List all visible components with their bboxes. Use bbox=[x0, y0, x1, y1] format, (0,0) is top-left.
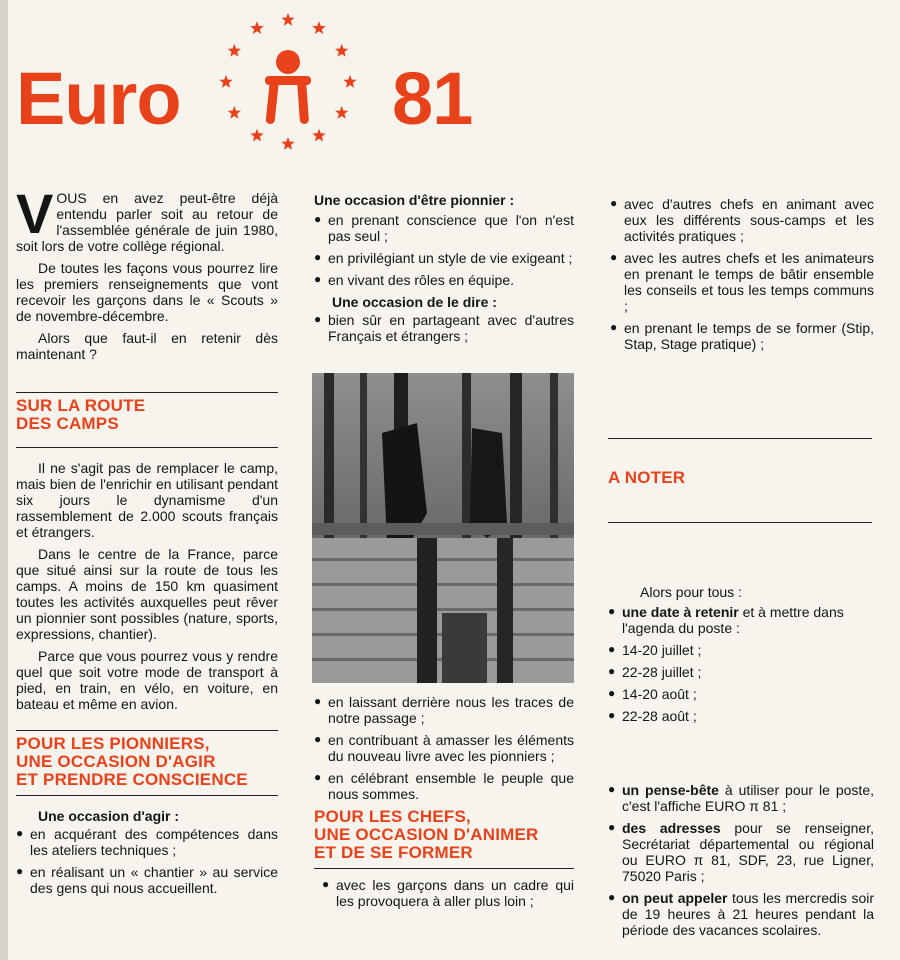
section-rule bbox=[16, 795, 278, 796]
noter-intro: Alors pour tous : bbox=[640, 584, 742, 600]
list-item: ● en acquérant des compétences dans les ateliers techniques ; bbox=[16, 826, 278, 858]
section-rule bbox=[16, 392, 278, 393]
bold-text: une date à retenir bbox=[622, 604, 739, 620]
list-item: ● en réalisant un « chantier » au service des gens qui nous accueillent. bbox=[16, 864, 278, 896]
drop-cap: V bbox=[16, 182, 54, 245]
list-item: ● en vivant des rôles en équipe. bbox=[314, 272, 574, 288]
list-item bbox=[608, 890, 874, 938]
list-item: ● avec les autres chefs et les animateurs en prenant le temps de bâtir ensemble les conseils et tous les temps communs ; bbox=[610, 250, 874, 314]
list-item: ● en laissant derrière nous les traces de notre passage ; bbox=[314, 694, 574, 726]
info-block bbox=[608, 782, 874, 944]
intro-paragraph-2: De toutes les façons vous pourrez lire les premiers renseignements que vont recevoir les garçons dans le « Scouts » de novembre-décembre. bbox=[16, 260, 278, 324]
page-edge bbox=[0, 0, 8, 960]
info-list bbox=[608, 782, 874, 938]
photo-pioneers-building-structure bbox=[312, 373, 574, 683]
date-list bbox=[608, 604, 874, 724]
title-euro: Euro bbox=[16, 57, 181, 140]
section-rule bbox=[608, 522, 872, 523]
heading-line: SUR LA ROUTE bbox=[16, 396, 146, 415]
heading-line: ET PRENDRE CONSCIENCE bbox=[16, 770, 248, 789]
bold-text: des adresses bbox=[622, 820, 721, 836]
star-icon bbox=[228, 44, 241, 57]
noter-block bbox=[608, 584, 874, 730]
intro-text: OUS en avez peut-être déjà entendu parler soit au retour de l'assemblée générale de juin 1980, soit lors de votre collège régional. bbox=[16, 190, 278, 254]
star-icon bbox=[250, 21, 263, 34]
text: et à mettre dans l'agenda du poste : bbox=[622, 604, 844, 636]
list-item: ● 14-20 août ; bbox=[608, 686, 874, 702]
star-icon bbox=[335, 106, 348, 119]
star-icon bbox=[228, 106, 241, 119]
star-icon bbox=[335, 44, 348, 57]
star-icon bbox=[250, 129, 263, 142]
list-item: ● 14-20 juillet ; bbox=[608, 642, 874, 658]
list-item: ● bien sûr en partageant avec d'autres Français et étrangers ; bbox=[314, 312, 574, 344]
list-item: ● en contribuant à amasser les éléments du nouveau livre avec les pionniers ; bbox=[314, 732, 574, 764]
text: tous les mercredis soir de 19 heures à 21 heures pendant la période des vacances scolaires. bbox=[622, 890, 874, 938]
agir-subtitle: Une occasion d'agir : bbox=[38, 808, 180, 824]
list-item: ● avec les garçons dans un cadre qui les provoquera à aller plus loin ; bbox=[322, 877, 574, 909]
dire-subtitle: Une occasion de le dire : bbox=[332, 294, 497, 310]
agir-list bbox=[16, 826, 278, 896]
bold-text: un pense-bête bbox=[622, 782, 719, 798]
chefs-list-start bbox=[314, 877, 574, 909]
heading-line: POUR LES PIONNIERS, bbox=[16, 734, 210, 753]
list-item: ● en privilégiant un style de vie exigeant ; bbox=[314, 250, 574, 266]
star-icon bbox=[312, 21, 325, 34]
list-item bbox=[608, 782, 874, 814]
heading-line: POUR LES CHEFS, bbox=[314, 807, 471, 826]
star-icon bbox=[281, 13, 294, 26]
chefs-list-continued bbox=[610, 196, 874, 352]
list-item bbox=[608, 820, 874, 884]
list-item: ● avec d'autres chefs en animant avec eux les différents sous-camps et les activités pratiques ; bbox=[610, 196, 874, 244]
heading-line: UNE OCCASION D'ANIMER bbox=[314, 825, 539, 844]
list-item bbox=[608, 604, 874, 636]
heading-line: ET DE SE FORMER bbox=[314, 843, 473, 862]
heading-line: UNE OCCASION D'AGIR bbox=[16, 752, 216, 771]
heading-line: DES CAMPS bbox=[16, 414, 119, 433]
dire-list-top bbox=[314, 312, 574, 344]
column-2-lower bbox=[314, 694, 574, 915]
intro-paragraph bbox=[16, 182, 278, 254]
title-year: 81 bbox=[392, 57, 473, 140]
star-icon bbox=[219, 75, 232, 88]
list-item: ● en célébrant ensemble le peuple que nous sommes. bbox=[314, 770, 574, 802]
section-rule bbox=[314, 868, 574, 869]
route-paragraph-1: Il ne s'agit pas de remplacer le camp, mais bien de l'enrichir en utilisant pendant six jours le dynamisme d'un rassemblement de 2.000 scouts français et étrangers. bbox=[16, 460, 278, 540]
text: pour se renseigner, Secrétariat départemental ou régional ou EURO π 81, SDF, 23, rue Ligner, 75020 Paris ; bbox=[622, 820, 874, 884]
dire-list-bottom bbox=[314, 694, 574, 802]
star-icon bbox=[281, 137, 294, 150]
column-3 bbox=[610, 196, 874, 358]
section-rule bbox=[608, 438, 872, 439]
column-2 bbox=[314, 192, 574, 350]
section-heading-chefs bbox=[314, 808, 574, 862]
route-paragraph-3: Parce que vous pourrez vous y rendre quel que soit votre mode de transport à pied, en train, en vélo, en voiture, en bateau et même en avion. bbox=[16, 648, 278, 712]
section-rule bbox=[16, 730, 278, 731]
scout-pi-figure-in-circle-of-stars-icon bbox=[215, 10, 360, 160]
list-item: ● 22-28 juillet ; bbox=[608, 664, 874, 680]
column-1 bbox=[16, 182, 278, 902]
list-item: ● en prenant conscience que l'on n'est pas seul ; bbox=[314, 212, 574, 244]
section-heading-pionniers bbox=[16, 735, 278, 789]
star-icon bbox=[312, 129, 325, 142]
route-paragraph-2: Dans le centre de la France, parce que situé ainsi sur la route de tous les camps. A moins de 150 km quasiment toutes les activités auxquelles peut rêver un pionnier sont possibles (nature, sports, expressions, chantier). bbox=[16, 546, 278, 642]
pionnier-subtitle: Une occasion d'être pionnier : bbox=[314, 192, 515, 208]
pionnier-list bbox=[314, 212, 574, 288]
section-heading-route bbox=[16, 397, 278, 433]
list-item: ● en prenant le temps de se former (Stip, Stap, Stage pratique) ; bbox=[610, 320, 874, 352]
star-icon bbox=[343, 75, 356, 88]
section-heading-noter: A NOTER bbox=[608, 468, 686, 487]
intro-paragraph-3: Alors que faut-il en retenir dès maintenant ? bbox=[16, 330, 278, 362]
section-rule bbox=[16, 447, 278, 448]
list-item: ● 22-28 août ; bbox=[608, 708, 874, 724]
bold-text: on peut appeler bbox=[622, 890, 728, 906]
text: à utiliser pour le poste, c'est l'affiche EURO π 81 ; bbox=[622, 782, 874, 814]
